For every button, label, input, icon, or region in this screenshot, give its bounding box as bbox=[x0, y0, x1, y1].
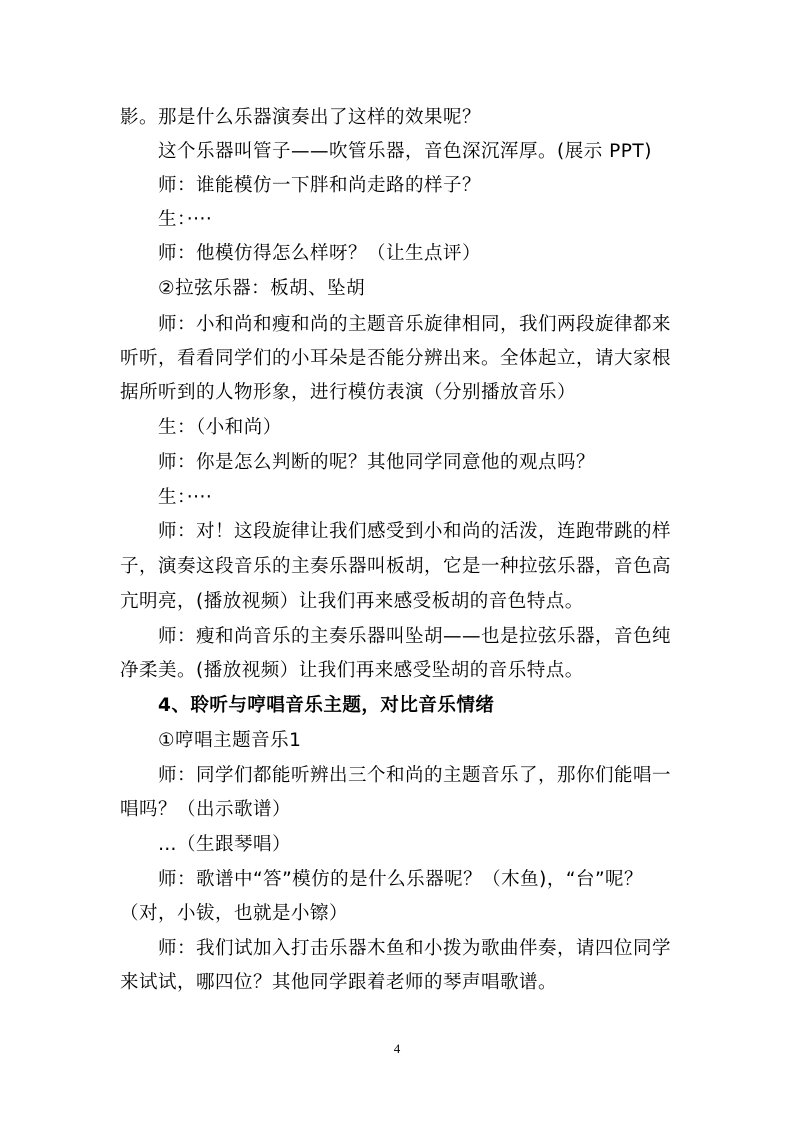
text-line: 师：谁能模仿一下胖和尚走路的样子？ bbox=[158, 175, 482, 196]
text-line: 生：（小和尚） bbox=[158, 417, 282, 438]
section-heading: 4、聆听与哼唱音乐主题，对比音乐情绪 bbox=[158, 695, 495, 716]
text-line: 子，演奏这段音乐的主奏乐器叫板胡，它是一种拉弦乐器，音色高 bbox=[120, 556, 672, 577]
text-line: 净柔美。(播放视频）让我们再来感受坠胡的音乐特点。 bbox=[120, 660, 584, 681]
text-line: 据所听到的人物形象，进行模仿表演（分别播放音乐） bbox=[120, 382, 577, 403]
text-line: 生：···· bbox=[158, 487, 213, 508]
text-line: 影。那是什么乐器演奏出了这样的效果呢？ bbox=[120, 107, 482, 128]
text-line: 师：瘦和尚音乐的主奏乐器叫坠胡——也是拉弦乐器，音色纯 bbox=[158, 626, 672, 647]
text-line: 师：我们试加入打击乐器木鱼和小拨为歌曲伴奏，请四位同学 bbox=[158, 938, 672, 959]
text-line: （对，小钹，也就是小镲） bbox=[120, 903, 349, 924]
text-line: 生：···· bbox=[158, 209, 213, 230]
text-line: 师：对！这段旋律让我们感受到小和尚的活泼，连跑带跳的样 bbox=[158, 521, 672, 542]
text-line: 师：你是怎么判断的呢？其他同学同意他的观点吗？ bbox=[158, 452, 596, 473]
text-line: 师：同学们都能听辨出三个和尚的主题音乐了，那你们能唱一 bbox=[158, 765, 672, 786]
text-line: 亢明亮，(播放视频）让我们再来感受板胡的音色特点。 bbox=[120, 591, 584, 612]
text-line: 师：歌谱中“答”模仿的是什么乐器呢？（木鱼)，“台”呢？ bbox=[158, 869, 644, 890]
text-line: 师：小和尚和瘦和尚的主题音乐旋律相同，我们两段旋律都来 bbox=[158, 314, 672, 335]
text-line: 来试试，哪四位？其他同学跟着老师的琴声唱歌谱。 bbox=[120, 972, 558, 993]
section-heading: ①哼唱主题音乐1 bbox=[158, 730, 302, 751]
page-number: 4 bbox=[393, 1041, 401, 1056]
section-heading: ②拉弦乐器：板胡、坠胡 bbox=[158, 278, 366, 299]
text-line: 师：他模仿得怎么样呀？（让生点评） bbox=[158, 243, 482, 264]
text-line: 听听，看看同学们的小耳朵是否能分辨出来。全体起立，请大家根 bbox=[120, 348, 672, 369]
text-line: 唱吗？（出示歌谱） bbox=[120, 799, 292, 820]
text-line: …（生跟琴唱） bbox=[158, 834, 292, 855]
text-line: 这个乐器叫管子——吹管乐器，音色深沉浑厚。(展示 PPT) bbox=[158, 141, 652, 162]
